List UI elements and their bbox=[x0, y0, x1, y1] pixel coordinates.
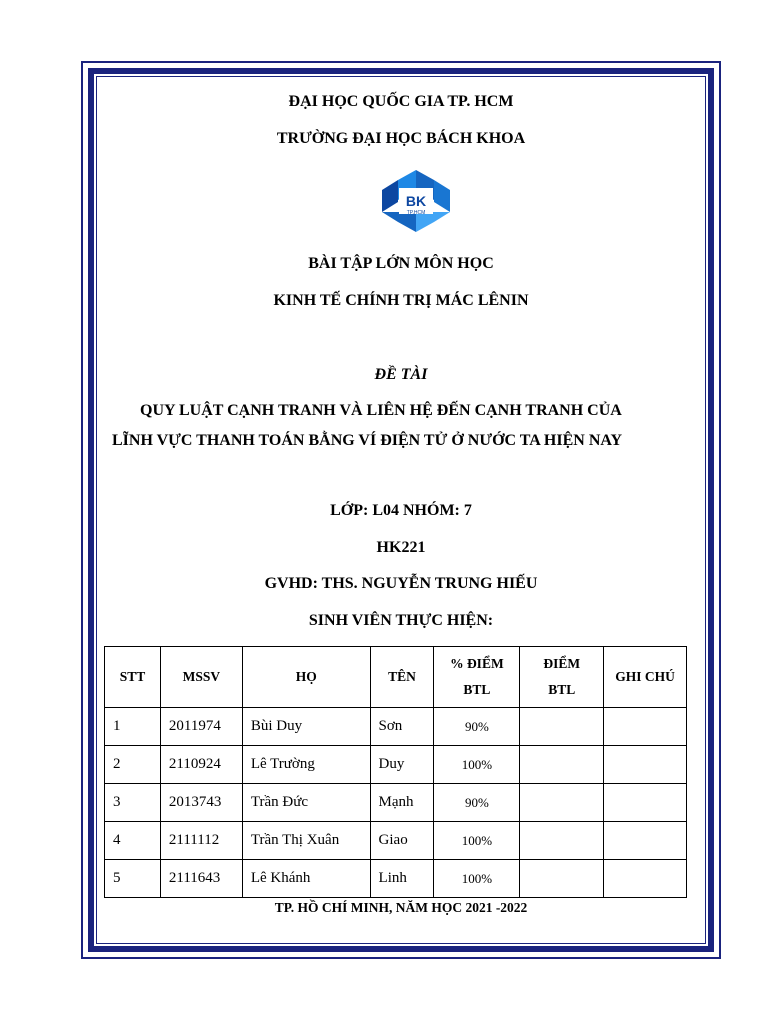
cell-pct: 100% bbox=[434, 822, 520, 860]
cell-diem bbox=[520, 708, 604, 746]
table-row bbox=[105, 746, 687, 784]
cell-stt: 3 bbox=[105, 784, 161, 822]
cell-ten: Duy bbox=[370, 746, 434, 784]
header-ten: TÊN bbox=[370, 647, 434, 708]
cell-mssv: 2111643 bbox=[160, 860, 242, 898]
header-diem: ĐIỂM BTL bbox=[520, 647, 604, 708]
assignment-type: BÀI TẬP LỚN MÔN HỌC bbox=[308, 255, 494, 272]
cell-ten: Mạnh bbox=[370, 784, 434, 822]
table-row bbox=[105, 860, 687, 898]
cell-pct: 100% bbox=[434, 860, 520, 898]
semester: HK221 bbox=[376, 539, 426, 556]
cell-stt: 4 bbox=[105, 822, 161, 860]
bk-logo-icon bbox=[380, 168, 452, 234]
cell-ho: Trần Đức bbox=[242, 784, 370, 822]
cell-diem bbox=[520, 784, 604, 822]
cell-ten: Sơn bbox=[370, 708, 434, 746]
table-header-row bbox=[105, 647, 687, 708]
cell-ghichu bbox=[604, 784, 687, 822]
cell-ho: Lê Trường bbox=[242, 746, 370, 784]
logo-text: BK bbox=[405, 193, 427, 209]
class-group: LỚP: L04 NHÓM: 7 bbox=[330, 502, 472, 519]
school-name: TRƯỜNG ĐẠI HỌC BÁCH KHOA bbox=[276, 130, 526, 147]
members-table bbox=[104, 646, 687, 898]
cell-mssv: 2013743 bbox=[160, 784, 242, 822]
topic-line-2: LĨNH VỰC THANH TOÁN BẰNG VÍ ĐIỆN TỬ Ở NƯỚC TA HIỆN NAY bbox=[112, 432, 623, 449]
cell-diem bbox=[520, 746, 604, 784]
table-row bbox=[105, 822, 687, 860]
cell-mssv: 2111112 bbox=[160, 822, 242, 860]
advisor: GVHD: THS. NGUYỄN TRUNG HIẾU bbox=[264, 575, 538, 592]
header-ghichu: GHI CHÚ bbox=[604, 647, 687, 708]
cell-ten: Giao bbox=[370, 822, 434, 860]
logo-subtext: TP.HCM bbox=[406, 210, 426, 216]
table-row bbox=[105, 784, 687, 822]
cell-pct: 90% bbox=[434, 708, 520, 746]
cell-ghichu bbox=[604, 746, 687, 784]
header-stt: STT bbox=[105, 647, 161, 708]
cell-ten: Linh bbox=[370, 860, 434, 898]
cell-mssv: 2011974 bbox=[160, 708, 242, 746]
cell-pct: 100% bbox=[434, 746, 520, 784]
topic-line-1: QUY LUẬT CẠNH TRANH VÀ LIÊN HỆ ĐẾN CẠNH TRANH CỦA bbox=[140, 402, 622, 419]
header-ho: HỌ bbox=[242, 647, 370, 708]
cell-diem bbox=[520, 860, 604, 898]
cell-ghichu bbox=[604, 822, 687, 860]
table-row bbox=[105, 708, 687, 746]
cell-diem bbox=[520, 822, 604, 860]
cell-ho: Trần Thị Xuân bbox=[242, 822, 370, 860]
cell-ghichu bbox=[604, 860, 687, 898]
cell-stt: 2 bbox=[105, 746, 161, 784]
students-heading: SINH VIÊN THỰC HIỆN: bbox=[308, 612, 494, 629]
footer-location-year: TP. HỒ CHÍ MINH, NĂM HỌC 2021 -2022 bbox=[274, 900, 528, 915]
header-mssv: MSSV bbox=[160, 647, 242, 708]
course-name: KINH TẾ CHÍNH TRỊ MÁC LÊNIN bbox=[273, 292, 529, 309]
header-pct-diem: % ĐIỂM BTL bbox=[434, 647, 520, 708]
cell-stt: 5 bbox=[105, 860, 161, 898]
cell-ho: Lê Khánh bbox=[242, 860, 370, 898]
cell-stt: 1 bbox=[105, 708, 161, 746]
cell-pct: 90% bbox=[434, 784, 520, 822]
cell-mssv: 2110924 bbox=[160, 746, 242, 784]
cell-ghichu bbox=[604, 708, 687, 746]
topic-label: ĐỀ TÀI bbox=[374, 366, 428, 383]
cell-ho: Bùi Duy bbox=[242, 708, 370, 746]
university-name: ĐẠI HỌC QUỐC GIA TP. HCM bbox=[288, 93, 514, 110]
